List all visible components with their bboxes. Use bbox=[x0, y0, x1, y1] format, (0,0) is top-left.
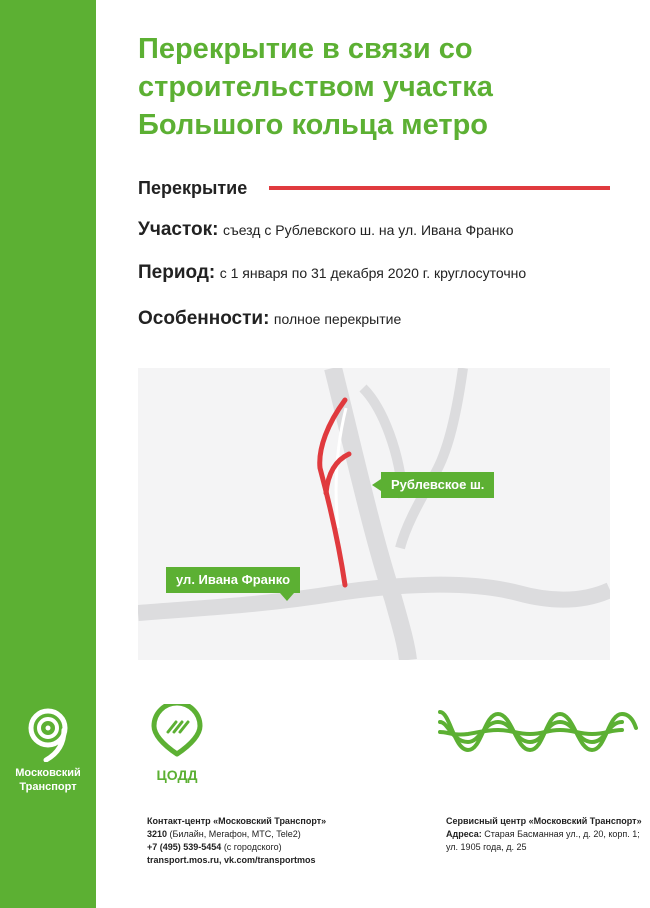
wave-ornament-icon bbox=[438, 702, 638, 762]
map-label-rublevskoe: Рублевское ш. bbox=[381, 472, 494, 498]
moscow-transport-logo bbox=[8, 706, 88, 794]
contact-phone-note: (с городского) bbox=[221, 842, 282, 852]
contact-short-number: 3210 bbox=[147, 829, 168, 839]
features-value: полное перекрытие bbox=[273, 311, 402, 327]
codd-logo bbox=[142, 704, 212, 783]
contact-websites: transport.mos.ru, vk.com/transportmos bbox=[147, 855, 316, 865]
closure-label: Перекрытие bbox=[138, 177, 248, 198]
contact-center-block bbox=[147, 815, 417, 867]
service-address-1: Старая Басманная ул., д. 20, корп. 1; bbox=[481, 829, 640, 839]
period-value: с 1 января по 31 декабря 2020 г. круглосуточно bbox=[219, 265, 527, 281]
codd-drop-icon bbox=[150, 704, 204, 758]
closure-map bbox=[138, 368, 610, 660]
features-row bbox=[138, 308, 401, 330]
service-address-label: Адреса: bbox=[446, 829, 482, 839]
service-center-block bbox=[446, 815, 646, 854]
map-label-ivan-franko: ул. Ивана Франко bbox=[166, 567, 300, 593]
contact-center-title: Контакт-центр «Московский Транспорт» bbox=[147, 816, 327, 826]
transport-name-line2: Транспорт bbox=[19, 781, 77, 793]
nine-circle-icon bbox=[20, 706, 76, 762]
section-row bbox=[138, 219, 514, 241]
closure-legend bbox=[138, 175, 610, 201]
features-label: Особенности: bbox=[138, 308, 270, 329]
title-line-3: Большого кольца метро bbox=[138, 109, 489, 141]
codd-name: ЦОДД bbox=[156, 767, 198, 783]
contact-phone: +7 (495) 539-5454 bbox=[147, 842, 222, 852]
period-row bbox=[138, 262, 526, 284]
contact-short-operators: (Билайн, Мегафон, МТС, Tele2) bbox=[167, 829, 301, 839]
section-label: Участок: bbox=[138, 219, 219, 240]
map-roads bbox=[138, 368, 610, 660]
title-line-1: Перекрытие в связи со bbox=[138, 33, 473, 65]
wave-ornament bbox=[438, 702, 638, 767]
service-address-2: ул. 1905 года, д. 25 bbox=[446, 842, 527, 852]
title-line-2: строительством участка bbox=[138, 71, 493, 103]
service-center-title: Сервисный центр «Московский Транспорт» bbox=[446, 816, 642, 826]
period-label: Период: bbox=[138, 262, 216, 283]
moscow-transport-name bbox=[8, 766, 88, 794]
green-sidebar bbox=[0, 0, 96, 908]
closure-red-line bbox=[269, 186, 610, 190]
page-title bbox=[138, 30, 638, 144]
road-ramp-far bbox=[400, 368, 463, 548]
transport-name-line1: Московский bbox=[15, 767, 81, 779]
section-value: съезд с Рублевского ш. на ул. Ивана Франко bbox=[222, 222, 514, 238]
